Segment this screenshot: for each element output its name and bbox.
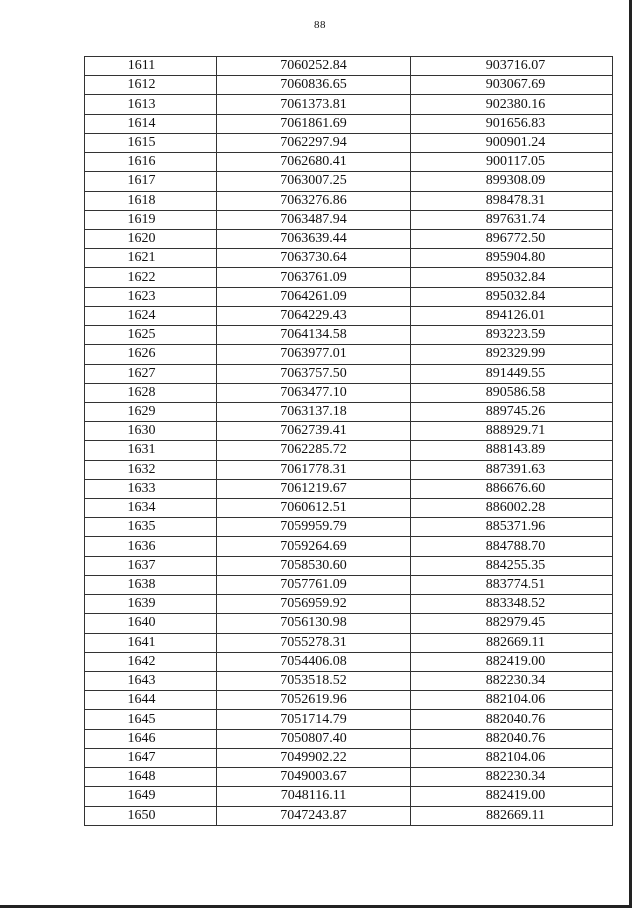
x-coordinate-cell: 7061778.31 (217, 460, 411, 479)
x-coordinate-cell: 7057761.09 (217, 575, 411, 594)
point-number-cell: 1622 (85, 268, 217, 287)
y-coordinate-cell: 890586.58 (411, 383, 613, 402)
point-number-cell: 1639 (85, 595, 217, 614)
table-row (85, 364, 613, 383)
x-coordinate-cell: 7063487.94 (217, 210, 411, 229)
point-number-cell: 1647 (85, 748, 217, 767)
y-coordinate-cell: 900117.05 (411, 153, 613, 172)
point-number-cell: 1633 (85, 479, 217, 498)
coordinates-table (84, 56, 613, 826)
y-coordinate-cell: 893223.59 (411, 326, 613, 345)
y-coordinate-cell: 888143.89 (411, 441, 613, 460)
table-row (85, 133, 613, 152)
page-number: 88 (314, 19, 326, 31)
y-coordinate-cell: 888929.71 (411, 422, 613, 441)
point-number-cell: 1637 (85, 556, 217, 575)
point-number-cell: 1650 (85, 806, 217, 825)
point-number-cell: 1615 (85, 133, 217, 152)
y-coordinate-cell: 903716.07 (411, 57, 613, 76)
y-coordinate-cell: 882669.11 (411, 633, 613, 652)
x-coordinate-cell: 7049902.22 (217, 748, 411, 767)
x-coordinate-cell: 7062297.94 (217, 133, 411, 152)
y-coordinate-cell: 901656.83 (411, 114, 613, 133)
table-row (85, 479, 613, 498)
table-row (85, 537, 613, 556)
table-row (85, 518, 613, 537)
x-coordinate-cell: 7063757.50 (217, 364, 411, 383)
y-coordinate-cell: 887391.63 (411, 460, 613, 479)
table-row (85, 95, 613, 114)
point-number-cell: 1635 (85, 518, 217, 537)
y-coordinate-cell: 884788.70 (411, 537, 613, 556)
x-coordinate-cell: 7058530.60 (217, 556, 411, 575)
table-row (85, 326, 613, 345)
point-number-cell: 1617 (85, 172, 217, 191)
y-coordinate-cell: 902380.16 (411, 95, 613, 114)
y-coordinate-cell: 883774.51 (411, 575, 613, 594)
point-number-cell: 1628 (85, 383, 217, 402)
y-coordinate-cell: 883348.52 (411, 595, 613, 614)
point-number-cell: 1613 (85, 95, 217, 114)
x-coordinate-cell: 7061373.81 (217, 95, 411, 114)
point-number-cell: 1624 (85, 306, 217, 325)
point-number-cell: 1645 (85, 710, 217, 729)
point-number-cell: 1641 (85, 633, 217, 652)
point-number-cell: 1620 (85, 229, 217, 248)
point-number-cell: 1630 (85, 422, 217, 441)
x-coordinate-cell: 7060612.51 (217, 499, 411, 518)
x-coordinate-cell: 7061219.67 (217, 479, 411, 498)
y-coordinate-cell: 882419.00 (411, 787, 613, 806)
point-number-cell: 1618 (85, 191, 217, 210)
y-coordinate-cell: 892329.99 (411, 345, 613, 364)
y-coordinate-cell: 882419.00 (411, 652, 613, 671)
y-coordinate-cell: 895032.84 (411, 287, 613, 306)
table-row (85, 402, 613, 421)
point-number-cell: 1649 (85, 787, 217, 806)
point-number-cell: 1634 (85, 499, 217, 518)
point-number-cell: 1626 (85, 345, 217, 364)
x-coordinate-cell: 7063639.44 (217, 229, 411, 248)
point-number-cell: 1619 (85, 210, 217, 229)
x-coordinate-cell: 7062739.41 (217, 422, 411, 441)
table-row (85, 441, 613, 460)
y-coordinate-cell: 891449.55 (411, 364, 613, 383)
x-coordinate-cell: 7063276.86 (217, 191, 411, 210)
table-row (85, 710, 613, 729)
y-coordinate-cell: 900901.24 (411, 133, 613, 152)
point-number-cell: 1612 (85, 76, 217, 95)
point-number-cell: 1643 (85, 672, 217, 691)
point-number-cell: 1644 (85, 691, 217, 710)
x-coordinate-cell: 7063977.01 (217, 345, 411, 364)
table-row (85, 306, 613, 325)
table-row (85, 287, 613, 306)
y-coordinate-cell: 895904.80 (411, 249, 613, 268)
x-coordinate-cell: 7063477.10 (217, 383, 411, 402)
y-coordinate-cell: 889745.26 (411, 402, 613, 421)
x-coordinate-cell: 7064134.58 (217, 326, 411, 345)
x-coordinate-cell: 7055278.31 (217, 633, 411, 652)
table-row (85, 383, 613, 402)
x-coordinate-cell: 7060836.65 (217, 76, 411, 95)
table-row (85, 575, 613, 594)
y-coordinate-cell: 882669.11 (411, 806, 613, 825)
y-coordinate-cell: 882104.06 (411, 691, 613, 710)
y-coordinate-cell: 882104.06 (411, 748, 613, 767)
table-row (85, 729, 613, 748)
y-coordinate-cell: 886002.28 (411, 499, 613, 518)
table-row (85, 748, 613, 767)
x-coordinate-cell: 7050807.40 (217, 729, 411, 748)
table-row (85, 249, 613, 268)
y-coordinate-cell: 882040.76 (411, 729, 613, 748)
y-coordinate-cell: 897631.74 (411, 210, 613, 229)
x-coordinate-cell: 7047243.87 (217, 806, 411, 825)
table-row (85, 229, 613, 248)
y-coordinate-cell: 894126.01 (411, 306, 613, 325)
table-row (85, 595, 613, 614)
x-coordinate-cell: 7064261.09 (217, 287, 411, 306)
table-row (85, 210, 613, 229)
table-row (85, 460, 613, 479)
table-row (85, 345, 613, 364)
table-row (85, 652, 613, 671)
point-number-cell: 1648 (85, 768, 217, 787)
table-row (85, 57, 613, 76)
x-coordinate-cell: 7059959.79 (217, 518, 411, 537)
table-row (85, 614, 613, 633)
y-coordinate-cell: 898478.31 (411, 191, 613, 210)
y-coordinate-cell: 895032.84 (411, 268, 613, 287)
point-number-cell: 1629 (85, 402, 217, 421)
x-coordinate-cell: 7059264.69 (217, 537, 411, 556)
table-row (85, 787, 613, 806)
x-coordinate-cell: 7051714.79 (217, 710, 411, 729)
table-row (85, 633, 613, 652)
x-coordinate-cell: 7061861.69 (217, 114, 411, 133)
table-row (85, 806, 613, 825)
point-number-cell: 1611 (85, 57, 217, 76)
table-row (85, 191, 613, 210)
y-coordinate-cell: 886676.60 (411, 479, 613, 498)
x-coordinate-cell: 7063137.18 (217, 402, 411, 421)
table-row (85, 172, 613, 191)
x-coordinate-cell: 7060252.84 (217, 57, 411, 76)
point-number-cell: 1631 (85, 441, 217, 460)
x-coordinate-cell: 7056959.92 (217, 595, 411, 614)
x-coordinate-cell: 7054406.08 (217, 652, 411, 671)
x-coordinate-cell: 7062680.41 (217, 153, 411, 172)
table-row (85, 114, 613, 133)
table-row (85, 556, 613, 575)
point-number-cell: 1640 (85, 614, 217, 633)
point-number-cell: 1636 (85, 537, 217, 556)
point-number-cell: 1616 (85, 153, 217, 172)
y-coordinate-cell: 884255.35 (411, 556, 613, 575)
x-coordinate-cell: 7052619.96 (217, 691, 411, 710)
x-coordinate-cell: 7062285.72 (217, 441, 411, 460)
x-coordinate-cell: 7063730.64 (217, 249, 411, 268)
table-row (85, 691, 613, 710)
y-coordinate-cell: 882230.34 (411, 768, 613, 787)
y-coordinate-cell: 899308.09 (411, 172, 613, 191)
y-coordinate-cell: 896772.50 (411, 229, 613, 248)
x-coordinate-cell: 7056130.98 (217, 614, 411, 633)
x-coordinate-cell: 7053518.52 (217, 672, 411, 691)
table-row (85, 672, 613, 691)
point-number-cell: 1627 (85, 364, 217, 383)
x-coordinate-cell: 7063761.09 (217, 268, 411, 287)
table-row (85, 422, 613, 441)
y-coordinate-cell: 903067.69 (411, 76, 613, 95)
x-coordinate-cell: 7048116.11 (217, 787, 411, 806)
point-number-cell: 1632 (85, 460, 217, 479)
point-number-cell: 1646 (85, 729, 217, 748)
point-number-cell: 1614 (85, 114, 217, 133)
point-number-cell: 1642 (85, 652, 217, 671)
y-coordinate-cell: 882230.34 (411, 672, 613, 691)
point-number-cell: 1623 (85, 287, 217, 306)
table-row (85, 76, 613, 95)
coordinates-table-body (85, 57, 613, 826)
point-number-cell: 1638 (85, 575, 217, 594)
x-coordinate-cell: 7049003.67 (217, 768, 411, 787)
y-coordinate-cell: 882979.45 (411, 614, 613, 633)
table-row (85, 768, 613, 787)
point-number-cell: 1625 (85, 326, 217, 345)
point-number-cell: 1621 (85, 249, 217, 268)
y-coordinate-cell: 882040.76 (411, 710, 613, 729)
table-row (85, 268, 613, 287)
x-coordinate-cell: 7064229.43 (217, 306, 411, 325)
table-row (85, 153, 613, 172)
x-coordinate-cell: 7063007.25 (217, 172, 411, 191)
table-row (85, 499, 613, 518)
y-coordinate-cell: 885371.96 (411, 518, 613, 537)
